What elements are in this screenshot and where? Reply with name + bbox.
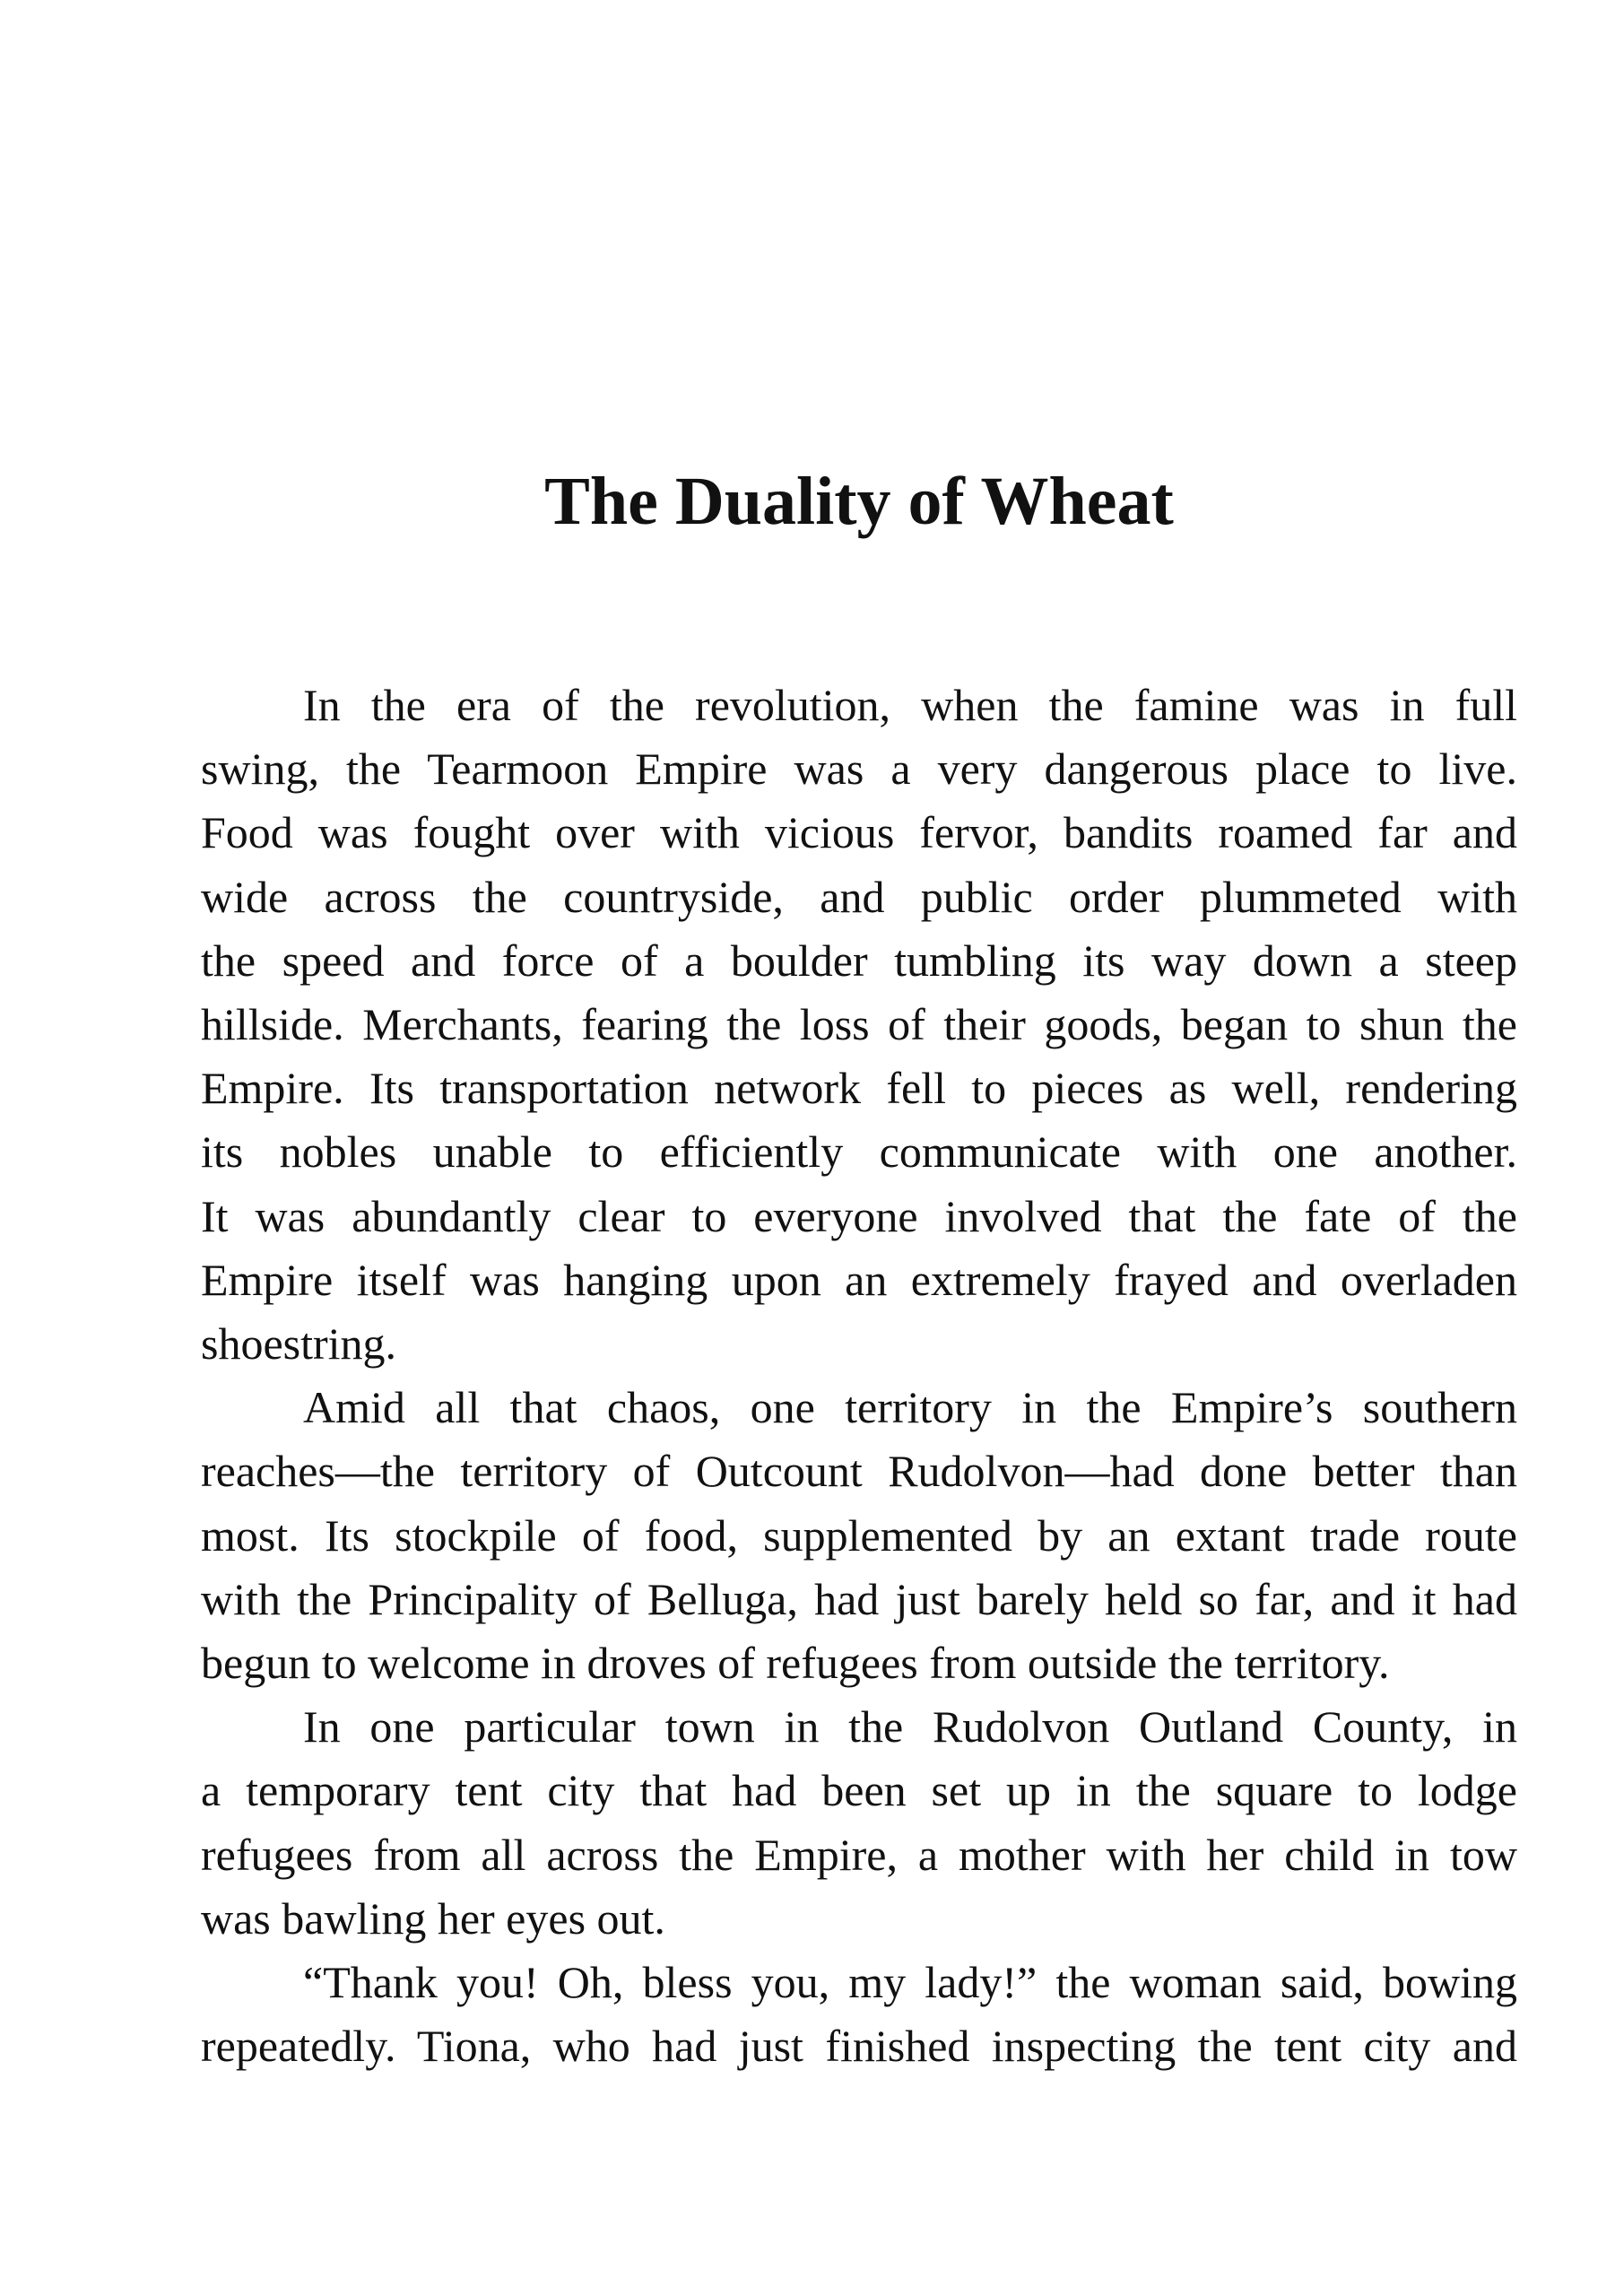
text-line: the speed and force of a boulder tumbling its way down a steep	[201, 935, 1517, 986]
paragraph	[201, 1695, 1517, 1951]
text-line: Empire itself was hanging upon an extremely frayed and overladen	[201, 1254, 1517, 1305]
paragraph	[201, 1376, 1517, 1695]
text-line: “Thank you! Oh, bless you, my lady!” the woman said, bowing	[303, 1957, 1517, 2008]
text-line: with the Principality of Belluga, had just barely held so far, and it had	[201, 1573, 1517, 1624]
text-line: begun to welcome in droves of refugees from outside the territory.	[201, 1638, 1390, 1689]
text-line: swing, the Tearmoon Empire was a very dangerous place to live.	[201, 744, 1517, 795]
text-line: reaches—the territory of Outcount Rudolvon—had done better than	[201, 1446, 1517, 1497]
text-line: refugees from all across the Empire, a mother with her child in tow	[201, 1829, 1517, 1880]
text-line: wide across the countryside, and public order plummeted with	[201, 871, 1517, 922]
text-line: In one particular town in the Rudolvon Outland County, in	[303, 1701, 1517, 1752]
text-line: Food was fought over with vicious fervor, bandits roamed far and	[201, 807, 1517, 858]
text-line: a temporary tent city that had been set up in the square to lodge	[201, 1765, 1517, 1816]
paragraph	[201, 1951, 1517, 2078]
text-line: most. Its stockpile of food, supplemented by an extant trade route	[201, 1509, 1517, 1561]
chapter-body	[201, 674, 1517, 2078]
text-line: hillside. Merchants, fearing the loss of their goods, began to shun the	[201, 999, 1517, 1050]
paragraph	[201, 674, 1517, 1376]
text-line: shoestring.	[201, 1318, 397, 1370]
chapter-title: The Duality of Wheat	[544, 464, 1174, 539]
text-line: It was abundantly clear to everyone involved that the fate of the	[201, 1190, 1517, 1241]
text-line: In the era of the revolution, when the famine was in full	[303, 680, 1517, 730]
text-line: repeatedly. Tiona, who had just finished inspecting the tent city and	[201, 2021, 1517, 2072]
text-line: Empire. Its transportation network fell to pieces as well, rendering	[201, 1063, 1517, 1114]
text-line: was bawling her eyes out.	[201, 1892, 665, 1944]
text-line: its nobles unable to efficiently communicate with one another.	[201, 1126, 1517, 1178]
text-line: Amid all that chaos, one territory in the Empire’s southern	[303, 1382, 1517, 1433]
